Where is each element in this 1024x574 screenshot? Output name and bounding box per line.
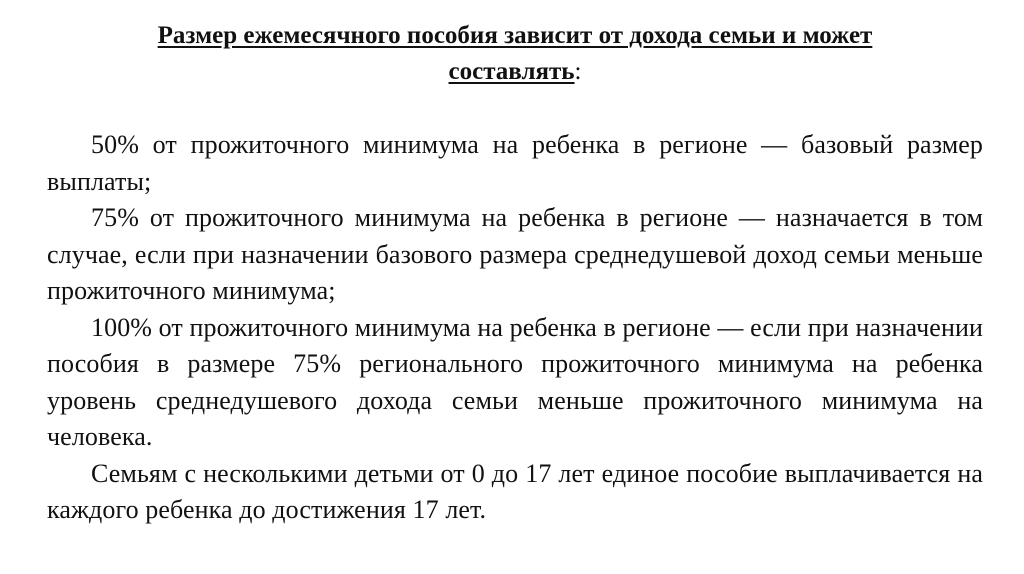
slide xyxy=(47,18,983,529)
slide-body xyxy=(47,127,983,529)
paragraph-100-percent: 100% от прожиточного минимума на ребенка в регионе — если при назначении пособия в размере 75% регионального прожиточного минимума на ребенка уровень среднедушевого дохода семьи меньше прожиточного минимума на человека. xyxy=(47,312,983,451)
paragraph-multiple-children: Семьям с несколькими детьми от 0 до 17 лет единое пособие выплачивается на каждого ребенка до достижения 17 лет. xyxy=(47,458,983,524)
heading-line-2: составлять xyxy=(448,58,575,85)
heading-line-1: Размер ежемесячного пособия зависит от дохода семьи и может xyxy=(157,22,873,49)
paragraph-75-percent: 75% от прожиточного минимума на ребенка в регионе — назначается в том случае, если при назначении базового размера среднедушевой доход семьи меньше прожиточного минимума; xyxy=(47,203,983,305)
slide-heading xyxy=(47,18,983,90)
paragraph-50-percent: 50% от прожиточного минимума на ребенка в регионе — базовый размер выплаты; xyxy=(47,130,983,196)
heading-colon: : xyxy=(574,58,582,85)
